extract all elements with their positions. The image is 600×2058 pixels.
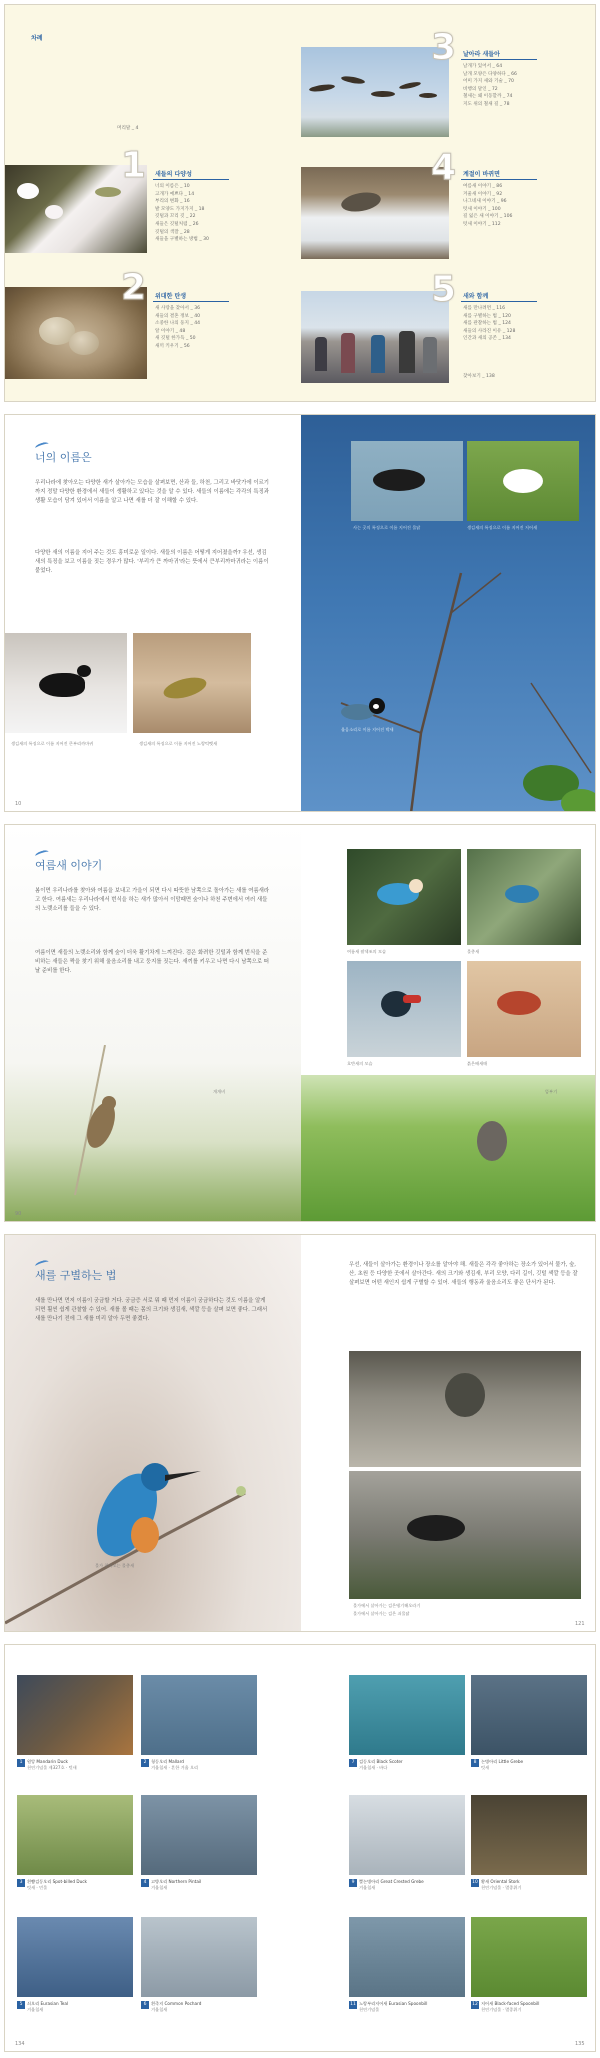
species-note: 천연기념물 bbox=[359, 2007, 380, 2012]
names-left-page bbox=[5, 415, 301, 811]
toc-item[interactable]: 소중한 나의 둥지 _ 44 bbox=[155, 321, 201, 327]
species-name: 황새 Oriental Stork bbox=[481, 1879, 520, 1884]
section-1-number: 1 bbox=[121, 145, 147, 186]
spoonbill-photo bbox=[467, 441, 579, 521]
branches-illustration bbox=[301, 533, 595, 812]
ruddy-kingfisher-photo bbox=[347, 961, 461, 1057]
reed-warbler-caption: 개개비 bbox=[213, 1089, 226, 1094]
species-note: 겨울철새 · 바다 bbox=[359, 1765, 388, 1770]
common-kingfisher-caption: 물가 찾아오는 물총새 bbox=[95, 1563, 135, 1568]
bunting-caption: 생김새의 특징으로 이름 지어진 노랑턱멧새 bbox=[139, 741, 218, 746]
toc-item[interactable]: 인간과 새의 공존 _ 134 bbox=[463, 336, 511, 342]
toc-item[interactable]: 새를 관찰하는 법 _ 124 bbox=[463, 321, 511, 327]
species-badge: 12 bbox=[472, 2002, 478, 2007]
kingfisher-photo bbox=[467, 849, 581, 945]
toc-item[interactable]: 부리의 변화 _ 16 bbox=[155, 199, 190, 205]
species-badge: 7 bbox=[349, 1759, 357, 1767]
hawk-photo bbox=[467, 961, 581, 1057]
toc-item[interactable]: 새들의 사라진 이유 _ 128 bbox=[463, 328, 516, 334]
names-page-number: 10 bbox=[15, 801, 22, 807]
species-name: 노랑부리저어새 Eurasian Spoonbill bbox=[359, 2001, 428, 2006]
species-name: 뿔논병아리 Great Crested Grebe bbox=[359, 1879, 424, 1884]
crake-photo bbox=[301, 1075, 595, 1222]
toc-item[interactable]: 깃털의 색깔 _ 28 bbox=[155, 229, 190, 235]
species-photo bbox=[17, 1675, 133, 1755]
species-badge: 8 bbox=[471, 1759, 479, 1767]
species-badge: 3 bbox=[17, 1879, 25, 1887]
species-name: 흰죽지 Common Pochard bbox=[151, 2001, 202, 2006]
species-photo bbox=[349, 1675, 465, 1755]
catalog-spread bbox=[4, 1644, 596, 2052]
section-3-number: 3 bbox=[431, 27, 457, 68]
names-body: 우리나라에 찾아오는 다양한 새가 살아가는 모습을 살펴보면, 산과 들, 하천, 그리고 바닷가에 이르기까지 정말 다양한 환경에서 새들이 생활하고 있다는 것을 알 수 있다. 새들의 이름에는 각각의 특징과 생활 모습이 담겨 있어서 이름을 알고 나면 새를 더 잘 이해할 수 있다. bbox=[35, 480, 269, 504]
species-name: 원앙 Mandarin Duck bbox=[27, 1759, 68, 1764]
toc-item[interactable]: 새들을 구별하는 방법 _ 30 bbox=[155, 237, 209, 243]
section-4-rule bbox=[461, 179, 537, 180]
toc-spread bbox=[4, 4, 596, 402]
winter-bird-photo bbox=[301, 167, 449, 259]
species-name: 논병아리 Little Grebe bbox=[481, 1759, 524, 1764]
toc-outro: 찾아보기 _ 138 bbox=[463, 374, 495, 379]
summer-page-number: 90 bbox=[15, 1211, 22, 1217]
section-5-rule bbox=[461, 301, 537, 302]
crow-caption: 생김새의 특징으로 이름 지어진 큰부리까마귀 bbox=[11, 741, 94, 746]
summer-spread bbox=[4, 824, 596, 1222]
species-badge: 10 bbox=[472, 1880, 478, 1885]
ruddy-kingfisher-caption: 호반새의 모습 bbox=[347, 1061, 373, 1066]
species-note: 겨울철새 · 흔한 겨울 오리 bbox=[151, 1765, 199, 1770]
species-photo bbox=[17, 1795, 133, 1875]
identify-page-number: 121 bbox=[575, 1621, 585, 1627]
crake-caption: 뜸부기 bbox=[545, 1089, 558, 1094]
identify-title: 새를 구별하는 법 bbox=[35, 1269, 117, 1282]
toc-item[interactable]: 어미 가지 새와 기술 _ 70 bbox=[463, 79, 514, 85]
species-photo bbox=[471, 1675, 587, 1755]
species-note: 텃새 · 민물 bbox=[27, 1885, 48, 1890]
species-photo bbox=[471, 1795, 587, 1875]
toc-item[interactable]: 날개가 있어서 _ 64 bbox=[463, 64, 503, 69]
section-2-number: 2 bbox=[121, 267, 147, 308]
toc-item[interactable]: 텃새 이야기 _ 100 bbox=[463, 206, 501, 212]
crow-photo bbox=[5, 633, 127, 733]
species-note: 천연기념물 · 멸종위기 bbox=[481, 2007, 522, 2012]
species-note: 겨울철새 bbox=[151, 1885, 168, 1890]
identify-body-2: 우선, 새들이 살아가는 환경이나 장소를 알아야 해. 새들은 각각 좋아하는 장소가 있어서 물가, 숲, 산, 초원 등 다양한 곳에서 살아간다. 새의 크기와 생김새, 부리 모양, 다리 길이, 깃털 색깔 등을 잘 살펴보면 어떤 새인지 쉽게 구별할 수 있어. 새들의 행동과 울음소리도 좋은 단서가 된다. bbox=[349, 1262, 578, 1286]
species-name: 검둥오리 Black Scoter bbox=[359, 1759, 403, 1764]
species-photo bbox=[349, 1917, 465, 1997]
section-4-title: 계절이 바뀌면 bbox=[463, 171, 500, 178]
summer-left-page bbox=[5, 825, 301, 1221]
toc-intro: 머리말 _ 4 bbox=[117, 126, 139, 131]
great-tit-caption: 울음소리로 이름 지어진 박새 bbox=[341, 727, 394, 732]
names-spread bbox=[4, 414, 596, 812]
night-heron-photo bbox=[349, 1351, 581, 1467]
flying-geese-photo bbox=[301, 47, 449, 137]
coot-photo bbox=[351, 441, 463, 521]
species-note: 천연기념물 제327호 · 텃새 bbox=[27, 1765, 77, 1770]
coot-caption: 사는 곳의 특징으로 이름 지어진 물닭 bbox=[353, 525, 421, 530]
moorhen-photo bbox=[349, 1471, 581, 1599]
species-photo bbox=[141, 1795, 257, 1875]
toc-item[interactable]: 철새는 왜 이동할까 _ 74 bbox=[463, 94, 513, 100]
species-name: 고방오리 Northern Pintail bbox=[151, 1879, 202, 1884]
species-photo bbox=[471, 1917, 587, 1997]
toc-item[interactable]: 겨울새 이야기 _ 92 bbox=[463, 191, 503, 197]
names-body-2: 다양한 새의 이름을 지어 주는 것도 흥미로운 일이다. 새들의 이름은 어떻게 지어졌을까? 우선, 생김새의 특징을 보고 이름을 짓는 경우가 많다. '부리가 큰 까마귀'라는 뜻에서 큰부리까마귀라는 이름이 붙었다. bbox=[35, 550, 269, 574]
identify-body: 새를 만나면 먼저 이름이 궁금할 거다. 궁금증 서로 뭐 때 먼저 이름이 궁금하다는 것도 이름을 알게 되면 훨씬 쉽게 관찰할 수 있어. 새를 볼 때는 몸의 크기와 생김새, 색깔 등을 살펴 보면 좋다. 그래서 새를 만나기 전에 그 새를 미리 알아 두면 좋겠다. bbox=[35, 1298, 268, 1322]
names-title: 너의 이름은 bbox=[35, 451, 92, 464]
toc-item[interactable]: 날개 모양은 다양하다 _ 66 bbox=[463, 71, 517, 77]
species-name: 청둥오리 Mallard bbox=[151, 1759, 184, 1764]
section-3-rule bbox=[461, 59, 537, 60]
pitta-caption: 여름새 팔색조의 모습 bbox=[347, 949, 387, 954]
species-badge: 9 bbox=[349, 1879, 357, 1887]
species-note: 겨울철새 bbox=[359, 1885, 376, 1890]
species-note: 겨울철새 bbox=[27, 2007, 44, 2012]
toc-item[interactable]: 알 이야기 _ 48 bbox=[155, 328, 186, 334]
birdwatchers-photo bbox=[301, 291, 449, 383]
summer-title: 여름새 이야기 bbox=[35, 859, 103, 872]
kingfisher-caption: 물총새 bbox=[467, 949, 480, 954]
toc-item[interactable]: 새 사랑을 찾아서 _ 36 bbox=[155, 306, 201, 311]
species-note: 겨울철새 bbox=[151, 2007, 168, 2012]
species-name: 쇠오리 Eurasian Teal bbox=[27, 2001, 69, 2006]
section-2-rule bbox=[153, 301, 229, 302]
section-5-title: 새와 함께 bbox=[463, 293, 489, 300]
species-note: 천연기념물 · 멸종위기 bbox=[481, 1885, 522, 1890]
toc-item[interactable]: 여름새 이야기 _ 86 bbox=[463, 184, 503, 189]
species-badge: 6 bbox=[141, 2001, 149, 2009]
toc-item[interactable]: 새를 구별하는 법 _ 120 bbox=[463, 313, 511, 319]
species-name: 흰뺨검둥오리 Spot-billed Duck bbox=[27, 1879, 87, 1884]
section-1-rule bbox=[153, 179, 229, 180]
moorhen-caption-2: 물가에서 살아가는 검은 쇠물닭 bbox=[353, 1611, 410, 1616]
species-note: 텃새 bbox=[481, 1765, 490, 1770]
moorhen-caption: 물가에서 살아가는 검은댕기해오라기 bbox=[353, 1603, 421, 1608]
summer-body: 봄이면 우리나라를 찾아와 여름을 보내고 가을이 되면 다시 따뜻한 남쪽으로 돌아가는 새를 여름새라고 한다. 여름새는 우리나라에서 번식을 하는 새가 많아서 이맘때면 숲이나 하천 주변에서 여러 새들의 노랫소리를 들을 수 있다. bbox=[35, 888, 270, 912]
toc-item[interactable]: 길 잃은 새 이야기 _ 106 bbox=[463, 214, 513, 220]
toc-item[interactable]: 새를 만나려면 _ 116 bbox=[463, 306, 506, 311]
toc-item[interactable]: 너의 이름은 _ 10 bbox=[155, 184, 190, 189]
toc-item[interactable]: 텃새 이야기 _ 112 bbox=[463, 222, 501, 227]
toc-item[interactable]: 지도 위의 철새 길 _ 78 bbox=[463, 102, 510, 107]
great-tit-photo bbox=[341, 698, 389, 722]
toc-item[interactable]: 새들의 결혼 정보 _ 40 bbox=[155, 313, 201, 319]
pitta-photo bbox=[347, 849, 461, 945]
toc-item[interactable]: 고개가 예쁘다 _ 14 bbox=[155, 191, 195, 197]
toc-item[interactable]: 새끼 키우기 _ 56 bbox=[155, 344, 190, 349]
spoonbill-caption: 생김새의 특징으로 이름 지어진 저어새 bbox=[467, 525, 538, 530]
section-2-title: 위대한 탄생 bbox=[155, 293, 187, 300]
toc-item[interactable]: 새들은 깃털처럼 _ 26 bbox=[155, 222, 199, 227]
species-badge: 11 bbox=[350, 2002, 356, 2007]
species-badge: 2 bbox=[141, 1759, 149, 1767]
catalog-left-page-number: 134 bbox=[15, 2041, 25, 2047]
species-photo bbox=[141, 1675, 257, 1755]
species-badge: 4 bbox=[141, 1879, 149, 1887]
toc-item[interactable]: 비행의 달인 _ 72 bbox=[463, 86, 498, 92]
catalog-right-page-number: 135 bbox=[575, 2041, 585, 2047]
species-photo bbox=[141, 1917, 257, 1997]
toc-item[interactable]: 발 모양도 가지가지 _ 18 bbox=[155, 206, 205, 212]
toc-item[interactable]: 나그네새 이야기 _ 96 bbox=[463, 199, 507, 205]
common-kingfisher-photo bbox=[5, 1385, 301, 1632]
species-photo bbox=[17, 1917, 133, 1997]
bunting-photo bbox=[133, 633, 251, 733]
toc-item[interactable]: 새 깃털 한가득 _ 50 bbox=[155, 336, 196, 342]
section-4-number: 4 bbox=[431, 147, 457, 188]
toc-label: 차례 bbox=[31, 35, 43, 42]
species-badge: 5 bbox=[17, 2001, 25, 2009]
section-5-number: 5 bbox=[431, 269, 457, 310]
identify-spread bbox=[4, 1234, 596, 1632]
toc-item[interactable]: 깃털과 꼬리 깃 _ 22 bbox=[155, 214, 196, 220]
section-3-title: 날아라 새들아 bbox=[463, 51, 500, 58]
summer-body-2: 여름이면 새들의 노랫소리와 함께 숲이 더욱 활기차게 느껴진다. 검은 화려한 깃털과 함께 번식을 준비하는 새들은 짝을 찾기 위해 울음소리를 내고 둥지를 짓는다. 새끼를 키우고 나면 다시 남쪽으로 떠날 준비를 한다. bbox=[35, 950, 269, 974]
reed-warbler-photo bbox=[65, 1045, 145, 1195]
species-photo bbox=[349, 1795, 465, 1875]
species-badge: 1 bbox=[17, 1759, 25, 1767]
hawk-caption: 붉은배새매 bbox=[467, 1061, 488, 1066]
section-1-title: 새들의 다양성 bbox=[155, 171, 192, 178]
species-name: 저어새 Black-faced Spoonbill bbox=[481, 2001, 540, 2006]
